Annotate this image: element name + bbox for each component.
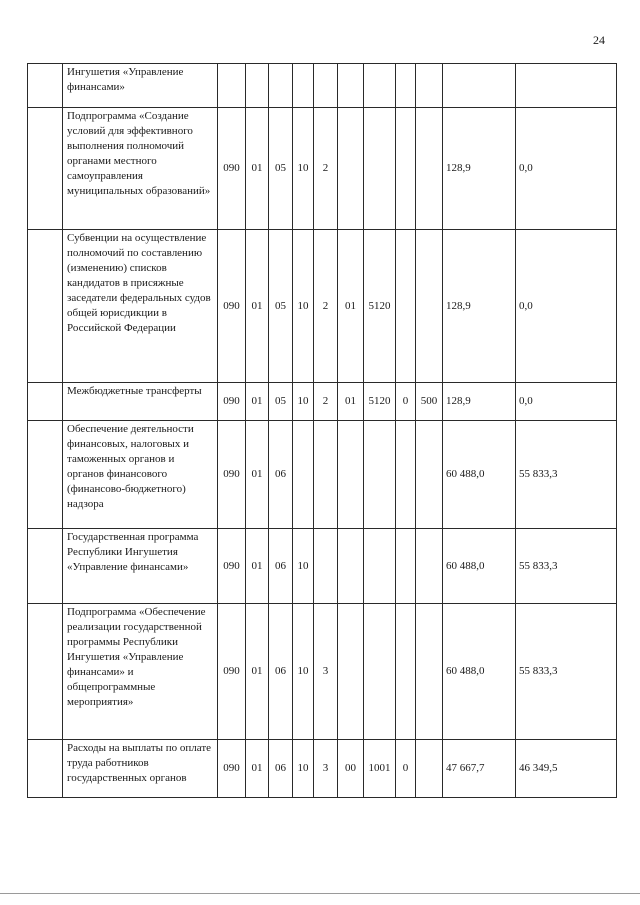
ministry-code-cell: 090 xyxy=(218,604,246,740)
amount-cell: 128,9 xyxy=(443,383,516,421)
program-code-cell: 10 xyxy=(293,740,314,798)
source-code-cell xyxy=(396,529,416,604)
amount-cell: 60 488,0 xyxy=(443,529,516,604)
source-code-cell: 0 xyxy=(396,740,416,798)
amount-cell: 55 833,3 xyxy=(516,421,617,529)
program-code-cell: 10 xyxy=(293,230,314,383)
subsection-code-cell: 05 xyxy=(269,108,293,230)
row-index-cell xyxy=(28,740,63,798)
amount-cell: 55 833,3 xyxy=(516,604,617,740)
direction-code-cell xyxy=(364,64,396,108)
section-code-cell: 01 xyxy=(246,604,269,740)
program-code-cell: 10 xyxy=(293,383,314,421)
subsection-code-cell: 06 xyxy=(269,604,293,740)
section-code-cell: 01 xyxy=(246,421,269,529)
amount-cell: 60 488,0 xyxy=(443,604,516,740)
direction-code-cell xyxy=(364,529,396,604)
amount-cell: 46 349,5 xyxy=(516,740,617,798)
subprogram-code-cell xyxy=(314,64,338,108)
subprogram-code-cell: 2 xyxy=(314,230,338,383)
row-index-cell xyxy=(28,421,63,529)
ministry-code-cell: 090 xyxy=(218,383,246,421)
ministry-code-cell: 090 xyxy=(218,230,246,383)
main-activity-code-cell xyxy=(338,529,364,604)
row-name: Обеспечение деятельности финансовых, налоговых и таможенных органов и органов финансового (финансово-бюджетного) надзора xyxy=(63,421,218,529)
subprogram-code-cell xyxy=(314,529,338,604)
amount-cell xyxy=(516,64,617,108)
table-row xyxy=(28,529,617,604)
ministry-code-cell: 090 xyxy=(218,529,246,604)
main-activity-code-cell: 00 xyxy=(338,740,364,798)
source-code-cell: 0 xyxy=(396,383,416,421)
ministry-code-cell: 090 xyxy=(218,421,246,529)
subprogram-code-cell: 3 xyxy=(314,604,338,740)
amount-cell: 128,9 xyxy=(443,108,516,230)
expense-type-cell xyxy=(416,604,443,740)
row-name: Межбюджетные трансферты xyxy=(63,383,218,421)
direction-code-cell xyxy=(364,108,396,230)
main-activity-code-cell xyxy=(338,604,364,740)
budget-table xyxy=(27,63,617,798)
source-code-cell xyxy=(396,421,416,529)
main-activity-code-cell xyxy=(338,108,364,230)
section-code-cell xyxy=(246,64,269,108)
expense-type-cell: 500 xyxy=(416,383,443,421)
program-code-cell: 10 xyxy=(293,604,314,740)
table-row xyxy=(28,64,617,108)
direction-code-cell: 5120 xyxy=(364,383,396,421)
subprogram-code-cell: 2 xyxy=(314,383,338,421)
ministry-code-cell: 090 xyxy=(218,740,246,798)
table-row xyxy=(28,230,617,383)
program-code-cell: 10 xyxy=(293,108,314,230)
expense-type-cell xyxy=(416,529,443,604)
page-number: 24 xyxy=(593,33,605,47)
expense-type-cell xyxy=(416,108,443,230)
expense-type-cell xyxy=(416,740,443,798)
source-code-cell xyxy=(396,604,416,740)
source-code-cell xyxy=(396,64,416,108)
row-index-cell xyxy=(28,64,63,108)
table-row xyxy=(28,108,617,230)
amount-cell xyxy=(443,64,516,108)
table-row xyxy=(28,383,617,421)
ministry-code-cell: 090 xyxy=(218,108,246,230)
row-index-cell xyxy=(28,108,63,230)
subsection-code-cell: 05 xyxy=(269,383,293,421)
main-activity-code-cell: 01 xyxy=(338,383,364,421)
row-name: Ингушетия «Управление финансами» xyxy=(63,64,218,108)
row-index-cell xyxy=(28,383,63,421)
page-bottom-divider xyxy=(0,893,640,894)
row-index-cell xyxy=(28,230,63,383)
row-name: Субвенции на осуществление полномочий по составлению (изменению) списков кандидатов в присяжные заседатели федеральных судов общей юрисдикции в Российской Федерации xyxy=(63,230,218,383)
amount-cell: 47 667,7 xyxy=(443,740,516,798)
amount-cell: 60 488,0 xyxy=(443,421,516,529)
program-code-cell: 10 xyxy=(293,529,314,604)
source-code-cell xyxy=(396,108,416,230)
direction-code-cell: 5120 xyxy=(364,230,396,383)
row-name: Подпрограмма «Создание условий для эффективного выполнения полномочий органами местного самоуправления муниципальных образований» xyxy=(63,108,218,230)
program-code-cell xyxy=(293,421,314,529)
direction-code-cell xyxy=(364,604,396,740)
subsection-code-cell: 06 xyxy=(269,529,293,604)
main-activity-code-cell: 01 xyxy=(338,230,364,383)
table-row xyxy=(28,740,617,798)
expense-type-cell xyxy=(416,421,443,529)
subsection-code-cell: 06 xyxy=(269,421,293,529)
section-code-cell: 01 xyxy=(246,740,269,798)
main-activity-code-cell xyxy=(338,64,364,108)
subsection-code-cell xyxy=(269,64,293,108)
subsection-code-cell: 05 xyxy=(269,230,293,383)
amount-cell: 0,0 xyxy=(516,108,617,230)
subprogram-code-cell xyxy=(314,421,338,529)
row-name: Подпрограмма «Обеспечение реализации государственной программы Республики Ингушетия «Управление финансами» и общепрограммные мероприятия» xyxy=(63,604,218,740)
expense-type-cell xyxy=(416,230,443,383)
amount-cell: 0,0 xyxy=(516,230,617,383)
amount-cell: 55 833,3 xyxy=(516,529,617,604)
amount-cell: 128,9 xyxy=(443,230,516,383)
amount-cell: 0,0 xyxy=(516,383,617,421)
table-row xyxy=(28,604,617,740)
section-code-cell: 01 xyxy=(246,383,269,421)
ministry-code-cell xyxy=(218,64,246,108)
program-code-cell xyxy=(293,64,314,108)
section-code-cell: 01 xyxy=(246,108,269,230)
subprogram-code-cell: 2 xyxy=(314,108,338,230)
section-code-cell: 01 xyxy=(246,529,269,604)
direction-code-cell: 1001 xyxy=(364,740,396,798)
source-code-cell xyxy=(396,230,416,383)
subsection-code-cell: 06 xyxy=(269,740,293,798)
direction-code-cell xyxy=(364,421,396,529)
main-activity-code-cell xyxy=(338,421,364,529)
table-row xyxy=(28,421,617,529)
expense-type-cell xyxy=(416,64,443,108)
row-name: Расходы на выплаты по оплате труда работников государственных органов xyxy=(63,740,218,798)
row-index-cell xyxy=(28,604,63,740)
row-name: Государственная программа Республики Ингушетия «Управление финансами» xyxy=(63,529,218,604)
subprogram-code-cell: 3 xyxy=(314,740,338,798)
section-code-cell: 01 xyxy=(246,230,269,383)
row-index-cell xyxy=(28,529,63,604)
